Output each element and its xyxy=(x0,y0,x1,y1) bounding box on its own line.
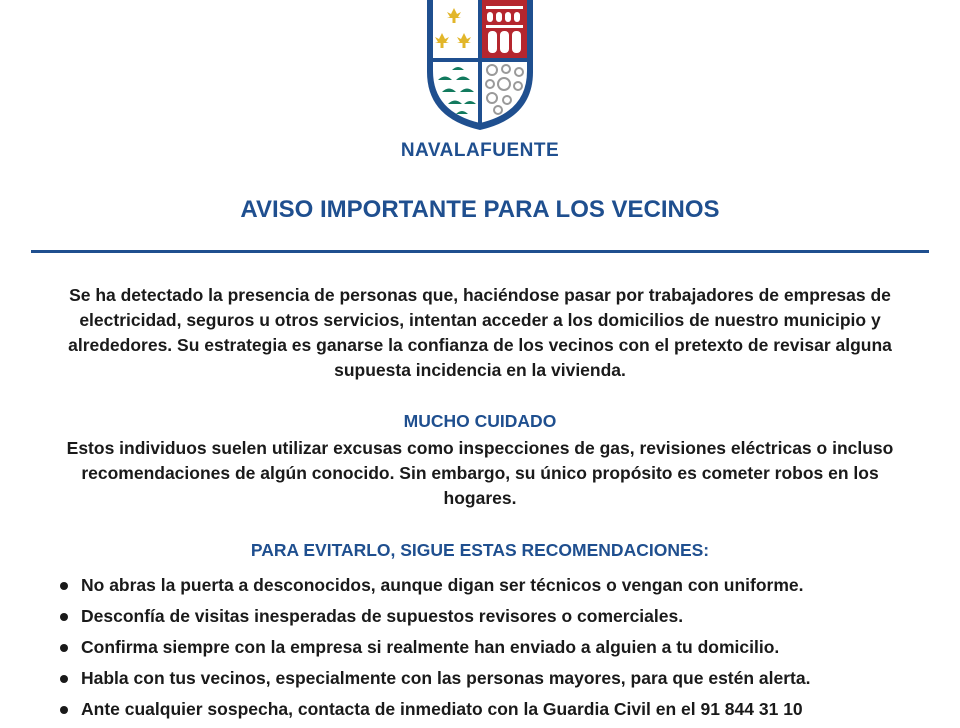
recommendation-item xyxy=(60,666,940,697)
bullet-icon xyxy=(60,675,68,683)
recommendation-text: Desconfía de visitas inesperadas de supuestos revisores o comerciales. xyxy=(81,606,684,626)
notice-title: AVISO IMPORTANTE PARA LOS VECINOS xyxy=(240,196,720,223)
recommendation-item xyxy=(60,604,940,635)
recommendations-list xyxy=(60,573,940,728)
bullet-icon xyxy=(60,582,68,590)
navalafuente-coat-of-arms-icon xyxy=(424,0,536,132)
bullet-icon xyxy=(60,706,68,714)
bullet-icon xyxy=(60,613,68,621)
recommendation-item xyxy=(60,697,940,728)
town-name: NAVALAFUENTE xyxy=(400,140,560,161)
recommendation-item xyxy=(60,573,940,604)
intro-paragraph: Se ha detectado la presencia de personas que, haciéndose pasar por trabajadores de empresas de electricidad, seguros u otros servicios, intentan acceder a los domicilios de nuestro municipio y alrededores. Su estrategia es ganarse la confianza de los vecinos con el pretexto de revisar alguna supuesta incidencia en la vivienda. xyxy=(68,285,892,380)
recommendations-heading: PARA EVITARLO, SIGUE ESTAS RECOMENDACIONES: xyxy=(250,540,710,560)
caution-heading: MUCHO CUIDADO xyxy=(403,411,557,431)
recommendation-text: Ante cualquier sospecha, contacta de inmediato con la Guardia Civil en el 91 844 31 10 xyxy=(81,699,803,719)
caution-paragraph: Estos individuos suelen utilizar excusas como inspecciones de gas, revisiones eléctricas o incluso recomendaciones de algún conocido. Sin embargo, su único propósito es cometer robos en los hogares. xyxy=(66,438,894,508)
recommendation-text: No abras la puerta a desconocidos, aunque digan ser técnicos o vengan con uniforme. xyxy=(81,575,804,595)
recommendation-text: Habla con tus vecinos, especialmente con las personas mayores, para que estén alerta. xyxy=(81,668,811,688)
bullet-icon xyxy=(60,644,68,652)
recommendation-item xyxy=(60,635,940,666)
title-divider xyxy=(31,250,929,253)
recommendation-text: Confirma siempre con la empresa si realmente han enviado a alguien a tu domicilio. xyxy=(81,637,780,657)
